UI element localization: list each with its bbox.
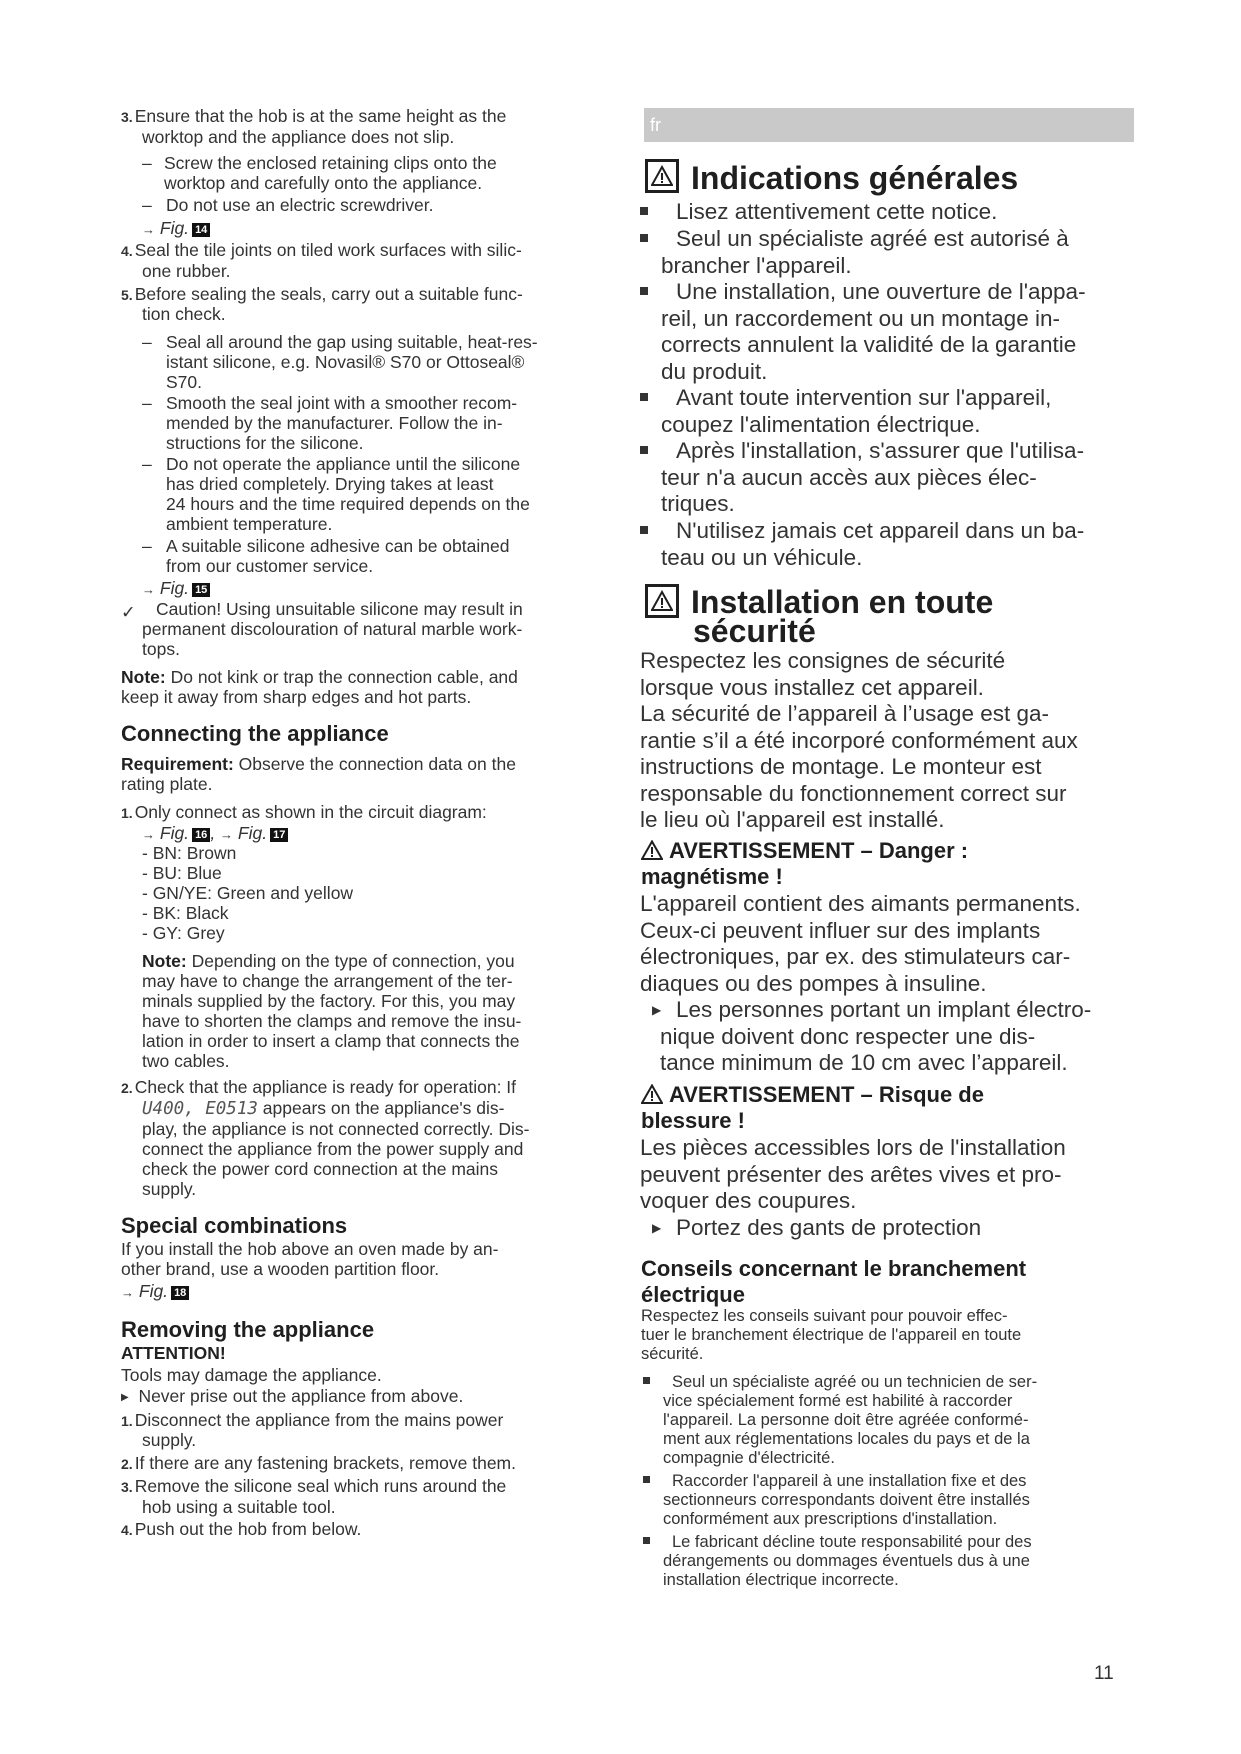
warning-icon bbox=[645, 584, 679, 618]
list-item: - BU: Blue bbox=[142, 863, 222, 883]
sub-item: – bbox=[142, 153, 152, 173]
sub-item-text: Screw the enclosed retaining clips onto the worktop and carefully onto the appliance. bbox=[164, 153, 497, 193]
sub-item-text: A suitable silicone adhesive can be obtained from our customer service. bbox=[166, 536, 510, 576]
requirement: Requirement: Observe the connection data on the rating plate. bbox=[121, 754, 516, 794]
install-step-3: 3. Ensure that the hob is at the same height as the bbox=[121, 106, 507, 126]
list-item: Seul un spécialiste agréé est autorisé à brancher l'appareil. bbox=[661, 226, 1069, 278]
sub-item-text: Do not use an electric screwdriver. bbox=[166, 195, 434, 215]
remove-step-2: 2. If there are any fastening brackets, remove them. bbox=[121, 1453, 516, 1473]
figure-ref-15: → Fig. 15 bbox=[142, 578, 210, 600]
section-title-special: Special combinations bbox=[121, 1213, 348, 1238]
figure-ref-16-17: → Fig. 16 , → Fig. 17 bbox=[142, 823, 288, 845]
list-item: Avant toute intervention sur l'appareil, coupez l'alimentation électrique. bbox=[661, 385, 1052, 437]
remove-step-1: 1. Disconnect the appliance from the mains power bbox=[121, 1410, 504, 1430]
list-item: Raccorder l'appareil à une installation fixe et des sectionneurs correspondants doivent être installés conformément aux prescriptions d'installation. bbox=[663, 1472, 1030, 1528]
check-icon: ✓ bbox=[121, 602, 136, 622]
conseils-intro: Respectez les conseils suivant pour pouvoir effec- tuer le branchement électrique de l'appareil en toute sécurité. bbox=[641, 1307, 1022, 1363]
connect-step-2-cont: U400, E0513 appears on the appliance's dis- play, the appliance is not connected correctly. Dis- connect the appliance from the power supply and check the power cord connection at the mains supply. bbox=[142, 1098, 530, 1199]
step-text-cont: worktop and the appliance does not slip. bbox=[142, 127, 455, 147]
warning-magnetism-action: Les personnes portant un implant électro- nique doivent donc respecter une dis- tance minimum de 10 cm avec l’appareil. bbox=[660, 997, 1092, 1075]
caution-text: Caution! Using unsuitable silicone may result in permanent discolouration of natural marble work- tops. bbox=[142, 599, 523, 659]
list-item: - GN/YE: Green and yellow bbox=[142, 883, 354, 903]
warning-magnetism-title: AVERTISSEMENT – Danger : magnétisme ! bbox=[641, 838, 969, 889]
section-title-removing: Removing the appliance bbox=[121, 1317, 375, 1342]
remove-step-4: 4. Push out the hob from below. bbox=[121, 1519, 362, 1539]
list-item: N'utilisez jamais cet appareil dans un ba- teau ou un véhicule. bbox=[661, 518, 1085, 570]
note-terminals: Note: Depending on the type of connection, you may have to change the arrangement of the ter- minals supplied by the factory. For this, you may have to shorten the clamps and remove the insu- lation in order to insert a clamp that connects the two cables. bbox=[142, 951, 522, 1071]
connect-step-2: 2. Check that the appliance is ready for operation: If bbox=[121, 1077, 517, 1097]
sub-item-text: Seal all around the gap using suitable, heat-res- istant silicone, e.g. Novasil® S70 or Ottoseal® S70. bbox=[166, 332, 538, 392]
list-item: Une installation, une ouverture de l'appa- reil, un raccordement ou un montage in- corrects annulent la validité de la garantie du produit. bbox=[661, 279, 1086, 384]
figure-ref-18: → Fig. 18 bbox=[121, 1281, 189, 1303]
sub-item-text: Smooth the seal joint with a smoother recom- mended by the manufacturer. Follow the in- structions for the silicone. bbox=[166, 393, 518, 453]
never-prise: ▶ Never prise out the appliance from above. bbox=[121, 1386, 464, 1406]
section-title-installation: Installation en toute sécurité bbox=[691, 584, 994, 649]
bullet-icon bbox=[640, 234, 648, 242]
installation-intro: Respectez les consignes de sécurité lorsque vous installez cet appareil. La sécurité de l’appareil à l’usage est ga- rantie s’il a été incorporé conformément aux instructions de montage. Le monteur est responsable du fonctionnement correct sur le lieu où l'appareil est installé. bbox=[640, 648, 1078, 832]
step-text: Ensure that the hob is at the same height as the bbox=[134, 106, 507, 126]
warning-injury-text: Les pièces accessibles lors de l'installation peuvent présenter des arêtes vives et pro- voquer des coupures. bbox=[640, 1135, 1066, 1213]
warning-triangle-icon bbox=[641, 1084, 663, 1104]
install-step-4: 4. Seal the tile joints on tiled work surfaces with silic- bbox=[121, 240, 522, 260]
install-step-5: 5. Before sealing the seals, carry out a suitable func- bbox=[121, 284, 523, 304]
page-number: 11 bbox=[1094, 1663, 1114, 1684]
note-connection-cable: Note: Do not kink or trap the connection cable, and keep it away from sharp edges and hot parts. bbox=[121, 667, 518, 707]
special-text: If you install the hob above an oven made by an- other brand, use a wooden partition floor. bbox=[121, 1239, 499, 1279]
section-title-indications: Indications générales bbox=[691, 160, 1019, 196]
list-item: - BK: Black bbox=[142, 903, 229, 923]
warning-icon bbox=[645, 159, 679, 193]
sub-item-text: Do not operate the appliance until the silicone has dried completely. Drying takes at least 24 hours and the time required depends on the ambient temperature. bbox=[166, 454, 530, 534]
bullet-icon bbox=[640, 207, 648, 215]
language-code: fr bbox=[650, 115, 661, 135]
list-item: Lisez attentivement cette notice. bbox=[676, 199, 998, 224]
section-title-connecting: Connecting the appliance bbox=[121, 721, 389, 746]
bullet-icon bbox=[643, 1476, 650, 1483]
remove-step-3: 3. Remove the silicone seal which runs around the bbox=[121, 1476, 507, 1496]
bullet-icon bbox=[643, 1537, 650, 1544]
bullet-icon bbox=[640, 446, 648, 454]
bullet-icon bbox=[640, 526, 648, 534]
figure-ref-14: → Fig. 14 bbox=[142, 218, 210, 240]
list-item: Seul un spécialiste agréé ou un technicien de ser- vice spécialement formé est habilité à raccorder l'appareil. La personne doit être agréée conformé- ment aux réglementations locales du pays et de la compagnie d'électricité. bbox=[663, 1373, 1038, 1467]
attention-label: ATTENTION! bbox=[121, 1343, 226, 1363]
connect-step-1: 1. Only connect as shown in the circuit diagram: bbox=[121, 802, 487, 822]
action-arrow-icon: ▶ bbox=[652, 1221, 662, 1235]
list-item: Le fabricant décline toute responsabilité pour des dérangements ou dommages éventuels dus à une installation électrique incorrecte. bbox=[663, 1533, 1032, 1589]
figure-number-badge: 14 bbox=[192, 223, 210, 237]
list-item: Après l'installation, s'assurer que l'utilisa- teur n'a aucun accès aux pièces élec- triques. bbox=[661, 438, 1085, 516]
wire-colour-list bbox=[142, 843, 353, 943]
bullet-icon bbox=[643, 1377, 650, 1384]
warning-injury-action: Portez des gants de protection bbox=[676, 1215, 982, 1240]
tools-warning: Tools may damage the appliance. bbox=[121, 1365, 382, 1385]
warning-injury-title: AVERTISSEMENT – Risque de blessure ! bbox=[641, 1082, 984, 1133]
display-codes: U400, E0513 bbox=[142, 1099, 258, 1119]
section-title-conseils: Conseils concernant le branchement électrique bbox=[641, 1256, 1027, 1307]
list-item: - BN: Brown bbox=[142, 843, 237, 863]
warning-magnetism-text: L'appareil contient des aimants permanents. Ceux-ci peuvent influer sur des implants électroniques, par ex. des stimulateurs car- diaques ou des pompes à insuline. bbox=[640, 891, 1081, 996]
bullet-icon bbox=[640, 393, 648, 401]
list-item: - GY: Grey bbox=[142, 923, 225, 943]
warning-triangle-icon bbox=[641, 840, 663, 860]
figure-number-badge: 15 bbox=[192, 583, 210, 597]
language-bar bbox=[644, 108, 1134, 142]
bullet-icon bbox=[640, 287, 648, 295]
action-arrow-icon: ▶ bbox=[652, 1003, 662, 1017]
